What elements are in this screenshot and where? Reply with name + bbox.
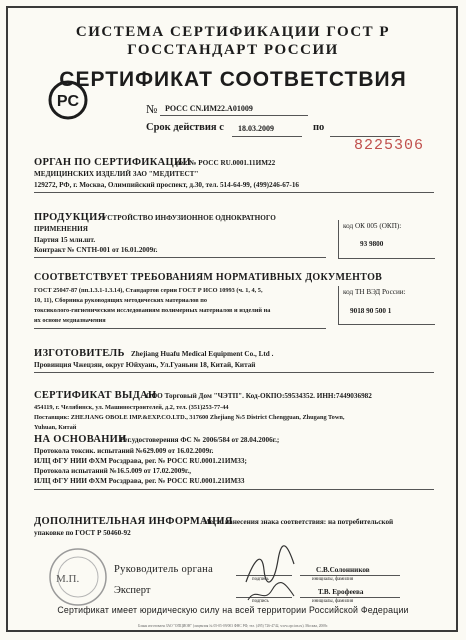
issued-line4: Yuhuan, Китай: [34, 424, 77, 431]
head-sign-caption: подпись: [252, 577, 269, 582]
stamp-label: М.П.: [56, 573, 80, 585]
manufacturer-label: ИЗГОТОВИТЕЛЬ: [34, 348, 125, 359]
expert-initials-caption: инициалы, фамилия: [312, 599, 354, 604]
head-name: С.В.Солонников: [316, 566, 370, 574]
footer-legal: Сертификат имеет юридическую силу на всей территории Российской Федерации: [57, 605, 409, 615]
conformity-label: СООТВЕТСТВУЕТ ТРЕБОВАНИЯМ НОРМАТИВНЫХ ДОКУМЕНТОВ: [34, 272, 383, 283]
manufacturer-address: Провинция Чжецзян, округ Юйхуань, Ул.Гуаньин 18, Китай, Китай: [34, 361, 256, 369]
expert-name: Т.В. Ерофеева: [318, 588, 364, 596]
header-system: СИСТЕМА СЕРТИФИКАЦИИ ГОСТ Р: [75, 24, 391, 40]
conformity-line3: токсиколого-гигиеническим исследованиям полимерных материалов и изделий на: [34, 307, 271, 314]
validity-from: 18.03.2009: [238, 124, 274, 133]
conformity-line1: ГОСТ 25047-87 (пп.1.3.1-1.3.14), Стандартов серии ГОСТ Р ИСО 10993 (ч. 1, 4, 5,: [34, 287, 263, 294]
certificate-title: СЕРТИФИКАТ СООТВЕТСТВИЯ: [59, 68, 407, 91]
conformity-line2: 10, 11), Сборника руководящих методических материалов по: [34, 297, 207, 304]
validity-label: Срок действия с: [146, 122, 224, 133]
serial-number: 8225306: [354, 137, 425, 154]
additional-line1: Место нанесения знака соответствия: на потребительской: [203, 518, 394, 526]
organ-address: 129272, РФ, г. Москва, Олимпийский проспект, д.30, тел. 514-64-99, (499)246-67-16: [34, 181, 300, 189]
certificate-number: РОСС CN.ИМ22.А01009: [165, 104, 253, 113]
product-name-line2: ПРИМЕНЕНИЯ: [34, 225, 88, 233]
issued-label: СЕРТИФИКАТ ВЫДАН: [34, 390, 157, 401]
product-label: ПРОДУКЦИЯ: [34, 212, 106, 223]
issued-line1: ООО Торговый Дом "ЧЭТП". Код-ОКПО:59534352. ИНН:7449036982: [146, 392, 372, 400]
logo-letters: PC: [56, 93, 80, 110]
organ-label: ОРГАН ПО СЕРТИФИКАЦИИ: [34, 157, 191, 168]
expert-label: Эксперт: [114, 585, 151, 596]
basis-line2: Протокола токсик. испытаний №629.009 от 16.02.2009г.: [34, 447, 214, 455]
validity-to-label: по: [313, 122, 325, 133]
basis-line1: Рег.удостоверения ФС № 2006/584 от 28.04.2006г.;: [120, 436, 280, 444]
printer-line: Бланк изготовлен ЗАО "ОПЦИОН" (лицензия № 05-05-09/003 ФНС РФ, тел. (495) 726-4742, www.opcion.ru). Москва, 2008г.: [138, 624, 328, 628]
basis-line4: Протокола испытаний №16.5.009 от 17.02.2009г.,: [34, 467, 191, 475]
number-prefix: №: [146, 102, 158, 116]
issued-line2: 454119, г. Челябинск, ул. Машиностроителей, д.2, тел. (351)253-77-44: [34, 404, 229, 411]
tnved-label: код ТН ВЭД России:: [343, 288, 406, 296]
okp-code: 93 9800: [360, 240, 384, 248]
product-name-line1: УСТРОЙСТВО ИНФУЗИОННОЕ ОДНОКРАТНОГО: [102, 214, 276, 222]
head-initials-caption: инициалы, фамилия: [312, 577, 354, 582]
head-label: Руководитель органа: [114, 564, 214, 575]
expert-signature: [240, 578, 300, 608]
additional-line2: упаковке по ГОСТ Р 50460-92: [34, 529, 131, 537]
okp-label: код ОК 005 (ОКП):: [343, 222, 402, 230]
product-contract: Контракт № CNTH-001 от 16.01.2009г.: [34, 246, 158, 254]
header-gosstandart: ГОССТАНДАРТ РОССИИ: [127, 42, 339, 58]
product-batch: Партия 15 млн.шт.: [34, 236, 96, 244]
expert-sign-caption: подпись: [252, 599, 269, 604]
organ-name: МЕДИЦИНСКИХ ИЗДЕЛИЙ ЗАО "МЕДИТЕСТ": [34, 170, 199, 178]
conformity-line4: их основе медназначения: [34, 317, 106, 324]
basis-line5: ИЛЦ ФГУ НИИ ФХМ Росздрава, рег. № РОСС RU.0001.21ИМ33: [34, 477, 245, 485]
basis-line3: ИЛЦ ФГУ НИИ ФХМ Росздрава, рег. № РОСС RU.0001.21ИМ33;: [34, 457, 247, 465]
basis-label: НА ОСНОВАНИИ: [34, 434, 127, 445]
additional-label: ДОПОЛНИТЕЛЬНАЯ ИНФОРМАЦИЯ: [34, 516, 233, 527]
issued-line3: Поставщик: ZHEJIANG OBOLE IMP.&EXP.CO.LTD., 317600 Zhejiang №5 District Chengguan, Zhugang Town,: [34, 414, 345, 421]
manufacturer-name: Zhejiang Huafu Medical Equipment Co., Ltd .: [131, 350, 274, 358]
organ-reg: рег. № РОСС RU.0001.11ИМ22: [176, 159, 276, 167]
tnved-code: 9018 90 500 1: [350, 307, 392, 315]
